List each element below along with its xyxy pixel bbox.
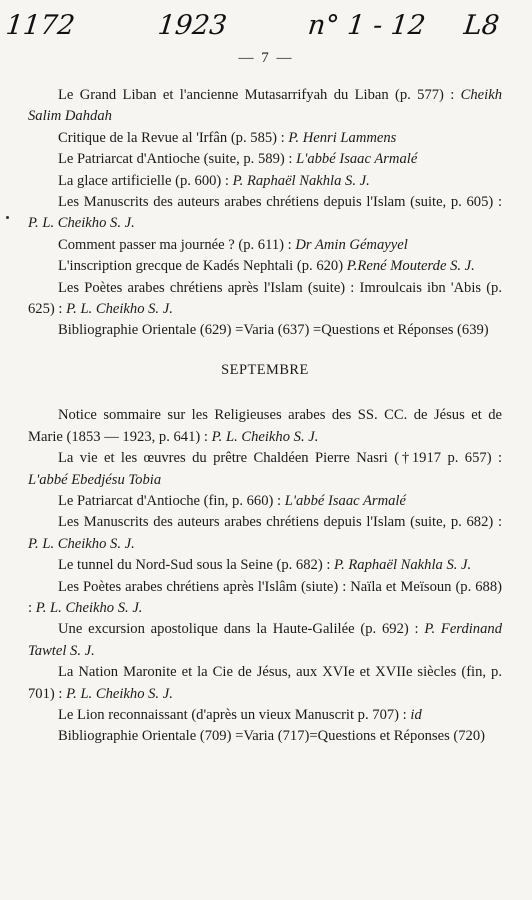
entry-author: P. L. Cheikho S. J.	[28, 215, 135, 232]
toc-entry: Comment passer ma journée ? (p. 611) : Dr Amin Gémayyel	[58, 236, 408, 253]
toc-entry: Les Manuscrits des auteurs arabes chrétiens depuis l'Islam (suite, p. 605) : P. L. Cheikho S. J.	[28, 194, 502, 232]
toc-entry: Bibliographie Orientale (629) =Varia (637) =Questions et Réponses (639)	[58, 322, 489, 339]
toc-entry: Le tunnel du Nord-Sud sous la Seine (p. 682) : P. Raphaël Nakhla S. J.	[58, 557, 472, 574]
handwritten-mark: L8	[462, 10, 501, 41]
toc-entry: La vie et les œuvres du prêtre Chaldéen Pierre Nasri (†1917 p. 657) : L'abbé Ebedjésu Tobia	[28, 450, 502, 488]
table-of-contents	[28, 85, 502, 748]
toc-entry: La glace artificielle (p. 600) : P. Raphaël Nakhla S. J.	[58, 172, 370, 189]
entry-author: P. L. Cheikho S. J.	[211, 428, 319, 445]
entry-author: P. L. Cheikho S. J.	[66, 685, 173, 702]
section-title: SEPTEMBRE	[221, 361, 309, 378]
entry-author: L'abbé Ebedjésu Tobia	[28, 471, 162, 488]
toc-entry: Les Poètes arabes chrétiens après l'Islam (suite) : Imroulcais ibn 'Abis (p. 625) : P. L. Cheikho S. J.	[28, 279, 502, 318]
entries-after	[28, 405, 502, 748]
toc-entry: La Nation Maronite et la Cie de Jésus, aux XVIe et XVIIe siècles (fin, p. 701) : P. L. Cheikho S. J.	[28, 664, 502, 702]
toc-entry: L'inscription grecque de Kadés Nephtali (p. 620) P.René Mouterde S. J.	[58, 258, 475, 275]
entry-author: P. Raphaël Nakhla S. J.	[334, 557, 472, 574]
toc-entry: Une excursion apostolique dans la Haute-Galilée (p. 692) : P. Ferdinand Tawtel S. J.	[28, 621, 502, 659]
entry-author: P. Ferdinand Tawtel S. J.	[28, 621, 502, 659]
entry-author: L'abbé Isaac Armalé	[284, 492, 406, 509]
handwritten-year: 1923	[156, 10, 229, 41]
toc-entry: Critique de la Revue al 'Irfân (p. 585) : P. Henri Lammens	[58, 129, 397, 146]
handwritten-issues: n° 1 - 12	[306, 10, 427, 41]
entry-author: P. Henri Lammens	[288, 129, 397, 146]
entry-author: P. Raphaël Nakhla S. J.	[232, 172, 370, 189]
entry-author: Dr Amin Gémayyel	[295, 236, 408, 253]
entry-author: P. L. Cheikho S. J.	[28, 535, 135, 552]
page-number: — 7 —	[238, 50, 294, 66]
toc-entry: Les Manuscrits des auteurs arabes chrétiens depuis l'Islam (suite, p. 682) : P. L. Cheikho S. J.	[28, 514, 502, 552]
entry-author: id	[410, 706, 422, 723]
entry-author: P.René Mouterde S. J.	[346, 258, 475, 275]
toc-entry: Le Lion reconnaissant (d'après un vieux Manuscrit p. 707) : id	[58, 706, 422, 723]
entry-author: L'abbé Isaac Armalé	[296, 151, 418, 168]
toc-entry: Le Patriarcat d'Antioche (fin, p. 660) : L'abbé Isaac Armalé	[58, 492, 406, 509]
toc-entry: Le Grand Liban et l'ancienne Mutasarrifyah du Liban (p. 577) : Cheikh Salim Dahdah	[28, 87, 502, 125]
handwritten-annotations	[0, 6, 532, 46]
margin-dot	[6, 216, 9, 219]
entries-before	[28, 85, 502, 342]
toc-entry: Bibliographie Orientale (709) =Varia (717)=Questions et Réponses (720)	[58, 728, 486, 745]
handwritten-number: 1172	[4, 10, 77, 41]
entry-author: P. L. Cheikho S. J.	[35, 599, 143, 616]
toc-entry: Notice sommaire sur les Religieuses arabes des SS. CC. de Jésus et de Marie (1853 — 1923, p. 641) : P. L. Cheikho S. J.	[28, 407, 502, 445]
entry-author: P. L. Cheikho S. J.	[66, 301, 173, 318]
entry-author: Cheikh Salim Dahdah	[28, 87, 502, 125]
toc-entry: Le Patriarcat d'Antioche (suite, p. 589) : L'abbé Isaac Armalé	[58, 151, 418, 168]
toc-entry: Les Poètes arabes chrétiens après l'Islâm (siute) : Naïla et Meïsoun (p. 688) : P. L. Cheikho S. J.	[28, 578, 502, 616]
